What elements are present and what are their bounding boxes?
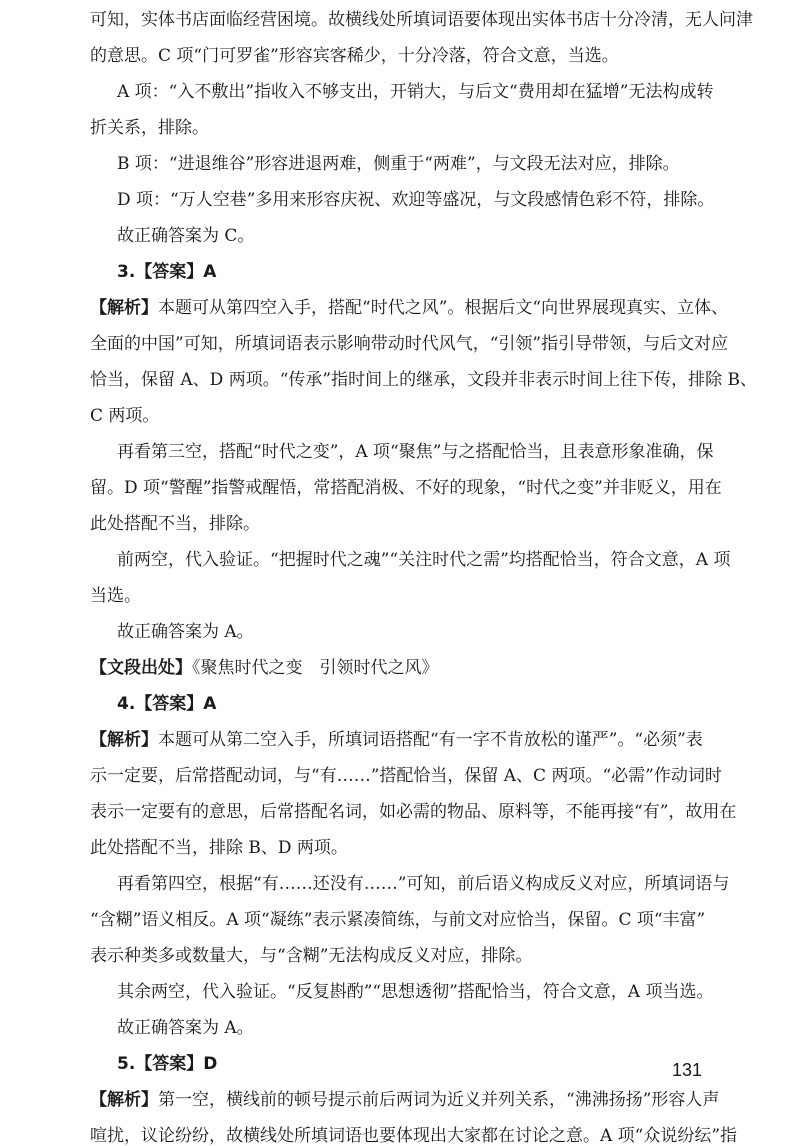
text-line: B 项：“进退维谷”形容进退两难，侧重于“两难”，与文段无法对应，排除。 bbox=[117, 154, 680, 174]
section-label: 【解析】 bbox=[90, 1090, 158, 1110]
text-line: 折关系，排除。 bbox=[90, 118, 209, 138]
answer-heading-3: 3.【答案】A bbox=[117, 262, 217, 282]
section-label: 【文段出处】 bbox=[90, 658, 192, 678]
answer-heading-4: 4.【答案】A bbox=[117, 694, 217, 714]
text-line: 再看第三空，搭配“时代之变”，A 项“聚焦”与之搭配恰当，且表意形象准确，保 bbox=[117, 442, 714, 462]
analysis-line: 【解析】本题可从第四空入手，搭配“时代之风”。根据后文“向世界展现真实、立体、 bbox=[90, 298, 729, 318]
text-line: 示一定要，后常搭配动词，与“有……”搭配恰当，保留 A、C 两项。“必需”作动词时 bbox=[90, 766, 722, 786]
text-line: A 项：“入不敷出”指收入不够支出，开销大，与后文“费用却在猛增”无法构成转 bbox=[117, 82, 714, 102]
text-line: D 项：“万人空巷”多用来形容庆祝、欢迎等盛况，与文段感情色彩不符，排除。 bbox=[117, 190, 715, 210]
text-line: 的意思。C 项“门可罗雀”形容宾客稀少，十分冷落，符合文意，当选。 bbox=[90, 46, 619, 66]
section-label: 【解析】 bbox=[90, 730, 158, 750]
conclusion-line: 故正确答案为 A。 bbox=[117, 622, 254, 642]
conclusion-line: 故正确答案为 A。 bbox=[117, 1018, 254, 1038]
text-line: C 两项。 bbox=[90, 406, 160, 426]
text-line: 此处搭配不当，排除。 bbox=[90, 514, 260, 534]
text-line: 全面的中国”可知，所填词语表示影响带动时代风气，“引领”指引导带领，与后文对应 bbox=[90, 334, 729, 354]
text-line: 此处搭配不当，排除 B、D 两项。 bbox=[90, 838, 348, 858]
section-label: 【解析】 bbox=[90, 298, 158, 318]
text-line: 表示种类多或数量大，与“含糊”无法构成反义对应，排除。 bbox=[90, 946, 533, 966]
source-line: 【文段出处】《聚焦时代之变 引领时代之风》 bbox=[90, 658, 439, 678]
text-line: 留。D 项“警醒”指警戒醒悟，常搭配消极、不好的现象，“时代之变”并非贬义，用在 bbox=[90, 478, 722, 498]
text-line: 当选。 bbox=[90, 586, 141, 606]
text-line: 可知，实体书店面临经营困境。故横线处所填词语要体现出实体书店十分冷清，无人问津 bbox=[90, 10, 753, 30]
conclusion-line: 故正确答案为 C。 bbox=[117, 226, 255, 246]
analysis-line: 【解析】第一空，横线前的顿号提示前后两词为近义并列关系，“沸沸扬扬”形容人声 bbox=[90, 1090, 720, 1110]
text-line: “含糊”语义相反。A 项“凝练”表示紧凑简练，与前文对应恰当，保留。C 项“丰富” bbox=[90, 910, 706, 930]
page-number: 131 bbox=[672, 1060, 703, 1080]
text-line: 恰当，保留 A、D 两项。“传承”指时间上的继承，文段并非表示时间上往下传，排除 B、 bbox=[90, 370, 757, 390]
analysis-line: 【解析】本题可从第二空入手，所填词语搭配“有一字不肯放松的谨严”。“必须”表 bbox=[90, 730, 703, 750]
answer-heading-5: 5.【答案】D bbox=[117, 1054, 218, 1074]
page-body bbox=[90, 10, 757, 1146]
text-line: 喧扰，议论纷纷，故横线处所填词语也要体现出大家都在讨论之意。A 项“众说纷纭”指 bbox=[90, 1126, 738, 1146]
text-line: 表示一定要有的意思，后常搭配名词，如必需的物品、原料等，不能再接“有”，故用在 bbox=[90, 802, 737, 822]
text-line: 其余两空，代入验证。“反复斟酌”“思想透彻”搭配恰当，符合文意，A 项当选。 bbox=[117, 982, 714, 1002]
text-line: 再看第四空，根据“有……还没有……”可知，前后语义构成反义对应，所填词语与 bbox=[117, 874, 730, 894]
text-line: 前两空，代入验证。“把握时代之魂”“关注时代之需”均搭配恰当，符合文意，A 项 bbox=[117, 550, 731, 570]
